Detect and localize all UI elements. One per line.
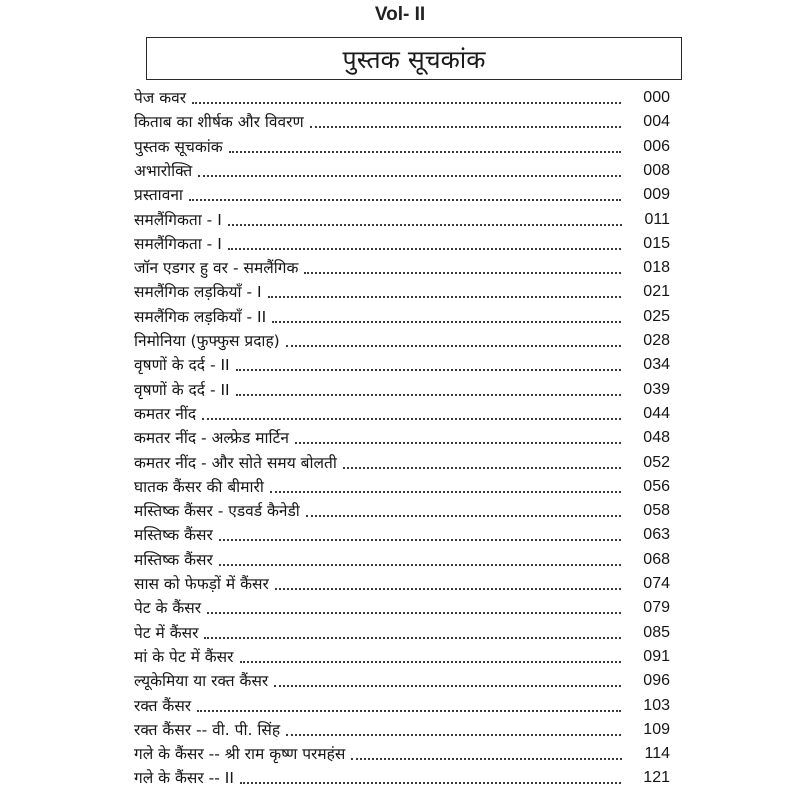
toc-entry-title: समलैंगिकता - I bbox=[134, 232, 224, 256]
toc-leader-dots bbox=[236, 369, 621, 371]
toc-leader-dots bbox=[197, 710, 621, 712]
toc-leader-dots bbox=[229, 151, 621, 153]
toc-entry-title: मस्तिष्क कैंसर - एडवर्ड कैनेडी bbox=[134, 499, 302, 523]
toc-entry-title: प्रस्तावना bbox=[134, 183, 185, 207]
toc-entry-page: 074 bbox=[643, 575, 670, 592]
toc-entry bbox=[134, 378, 670, 402]
toc-leader-dots bbox=[189, 199, 621, 201]
toc-entry-page: 068 bbox=[643, 550, 670, 568]
toc-entry bbox=[134, 353, 670, 377]
toc-entry bbox=[134, 135, 670, 159]
toc-entry-title: अभारोक्ति bbox=[134, 159, 194, 183]
toc-leader-dots bbox=[351, 758, 622, 760]
toc-entry-page: 096 bbox=[643, 672, 670, 690]
toc-entry-page: 008 bbox=[643, 161, 670, 179]
toc-entry-page: 103 bbox=[643, 696, 670, 714]
toc-leader-dots bbox=[306, 515, 621, 517]
toc-entry-page: 006 bbox=[643, 137, 670, 155]
toc-entry bbox=[134, 256, 670, 280]
toc-entry bbox=[134, 718, 670, 742]
toc-leader-dots bbox=[343, 467, 621, 469]
toc-entry bbox=[134, 596, 670, 620]
index-title: पुस्तक सूचकांक bbox=[342, 44, 486, 74]
toc-entry bbox=[134, 280, 670, 304]
toc-entry-page: 121 bbox=[643, 769, 670, 787]
volume-label: Vol- II bbox=[374, 4, 426, 25]
toc-leader-dots bbox=[272, 321, 621, 323]
toc-leader-dots bbox=[207, 612, 621, 614]
toc-entry-page: 011 bbox=[644, 210, 670, 228]
toc-entry-title: समलैंगिकता - I bbox=[134, 208, 224, 232]
toc-entry-page: 063 bbox=[643, 526, 670, 544]
toc-entry-page: 091 bbox=[643, 647, 670, 665]
toc-entry-page: 018 bbox=[643, 259, 670, 277]
toc-entry bbox=[134, 110, 670, 134]
toc-entry bbox=[134, 329, 670, 353]
toc-leader-dots bbox=[198, 175, 621, 177]
toc-entry-title: कमतर नींद bbox=[134, 402, 198, 426]
toc-entry-title: पेज कवर bbox=[134, 86, 188, 110]
toc-entry bbox=[134, 208, 670, 232]
toc-leader-dots bbox=[204, 637, 621, 639]
toc-entry-title: गले के कैंसर -- श्री राम कृष्ण परमहंस bbox=[134, 742, 347, 766]
toc-entry-page: 025 bbox=[643, 307, 670, 325]
toc-entry-title: रक्त कैंसर -- वी. पी. सिंह bbox=[134, 718, 282, 742]
toc-entry bbox=[134, 451, 670, 475]
toc-entry bbox=[134, 523, 670, 547]
toc-entry-page: 052 bbox=[643, 453, 670, 471]
toc-entry-title: ल्यूकेमिया या रक्त कैंसर bbox=[134, 669, 270, 693]
toc-entry bbox=[134, 621, 670, 645]
toc-entry bbox=[134, 402, 670, 426]
toc-entry-page: 021 bbox=[643, 283, 670, 301]
toc-leader-dots bbox=[295, 442, 621, 444]
toc-leader-dots bbox=[310, 126, 621, 128]
toc-entry-title: मां के पेट में कैंसर bbox=[134, 645, 236, 669]
toc-entry bbox=[134, 499, 670, 523]
toc-leader-dots bbox=[304, 272, 621, 274]
toc-entry-title: वृषणों के दर्द - II bbox=[134, 378, 232, 402]
toc-entry-page: 009 bbox=[643, 186, 670, 204]
toc-leader-dots bbox=[286, 345, 621, 347]
toc-entry bbox=[134, 742, 670, 766]
toc-leader-dots bbox=[286, 734, 621, 736]
toc-leader-dots bbox=[219, 539, 621, 541]
toc-entry bbox=[134, 572, 670, 596]
toc-entry-page: 058 bbox=[643, 502, 670, 520]
toc-entry-page: 039 bbox=[643, 380, 670, 398]
toc-entry-page: 034 bbox=[643, 356, 670, 374]
toc-leader-dots bbox=[268, 296, 621, 298]
toc-entry-title: समलैंगिक लड़कियाँ - II bbox=[134, 305, 268, 329]
toc-entry-title: गले के कैंसर -- II bbox=[134, 766, 236, 790]
toc-entry-title: समलैंगिक लड़कियाँ - I bbox=[134, 280, 264, 304]
toc-entry-page: 028 bbox=[643, 332, 670, 349]
toc-entry-page: 079 bbox=[643, 599, 670, 617]
toc-entry-title: मस्तिष्क कैंसर bbox=[134, 548, 215, 572]
toc-leader-dots bbox=[240, 661, 621, 663]
toc-entry-title: कमतर नींद - अल्फ्रेड मार्टिन bbox=[134, 426, 291, 450]
toc-leader-dots bbox=[236, 394, 621, 396]
toc-entry-title: पेट में कैंसर bbox=[134, 621, 200, 645]
toc-entry-title: पुस्तक सूचकांक bbox=[134, 135, 225, 159]
toc-entry-page: 044 bbox=[643, 404, 670, 422]
toc-entry-title: रक्त कैंसर bbox=[134, 694, 193, 718]
toc-entry-title: जॉन एडगर हु वर - समलैंगिक bbox=[134, 256, 300, 280]
toc-entry-page: 004 bbox=[643, 113, 670, 131]
toc-entry-title: कमतर नींद - और सोते समय बोलती bbox=[134, 451, 339, 475]
toc-entry-page: 048 bbox=[643, 429, 670, 447]
toc-leader-dots bbox=[228, 248, 621, 250]
toc-entry-title: निमोनिया (फुफ्फुस प्रदाह) bbox=[134, 329, 282, 353]
toc-entry bbox=[134, 669, 670, 693]
toc-entry-title: घातक कैंसर की बीमारी bbox=[134, 475, 266, 499]
toc-leader-dots bbox=[228, 224, 622, 226]
toc-entry-title: पेट के कैंसर bbox=[134, 596, 203, 620]
toc-entry bbox=[134, 159, 670, 183]
toc-entry-page: 015 bbox=[643, 234, 670, 252]
toc-leader-dots bbox=[240, 782, 621, 784]
toc-entry bbox=[134, 232, 670, 256]
toc-entry bbox=[134, 426, 670, 450]
toc-leader-dots bbox=[274, 685, 621, 687]
toc-entry-title: वृषणों के दर्द - II bbox=[134, 353, 232, 377]
toc-leader-dots bbox=[270, 491, 621, 493]
toc-leader-dots bbox=[275, 588, 621, 590]
toc-entry-page: 000 bbox=[643, 89, 670, 106]
toc-entry bbox=[134, 475, 670, 499]
toc-entry bbox=[134, 183, 670, 207]
toc-entry-page: 085 bbox=[643, 623, 670, 641]
toc-entry-page: 056 bbox=[643, 477, 670, 495]
toc-entry bbox=[134, 766, 670, 790]
toc-entry bbox=[134, 86, 670, 110]
toc-entry bbox=[134, 645, 670, 669]
toc-leader-dots bbox=[219, 564, 621, 566]
toc-entry-title: मस्तिष्क कैंसर bbox=[134, 523, 215, 547]
toc-entry bbox=[134, 548, 670, 572]
toc-leader-dots bbox=[202, 418, 621, 420]
toc-entry-page: 114 bbox=[644, 745, 670, 763]
toc-entry bbox=[134, 694, 670, 718]
toc-leader-dots bbox=[192, 102, 621, 104]
toc-entry bbox=[134, 305, 670, 329]
toc-entry-title: सास को फेफड़ों में कैंसर bbox=[134, 572, 271, 596]
toc-entry-page: 109 bbox=[643, 720, 670, 738]
toc-entry-title: किताब का शीर्षक और विवरण bbox=[134, 110, 306, 134]
